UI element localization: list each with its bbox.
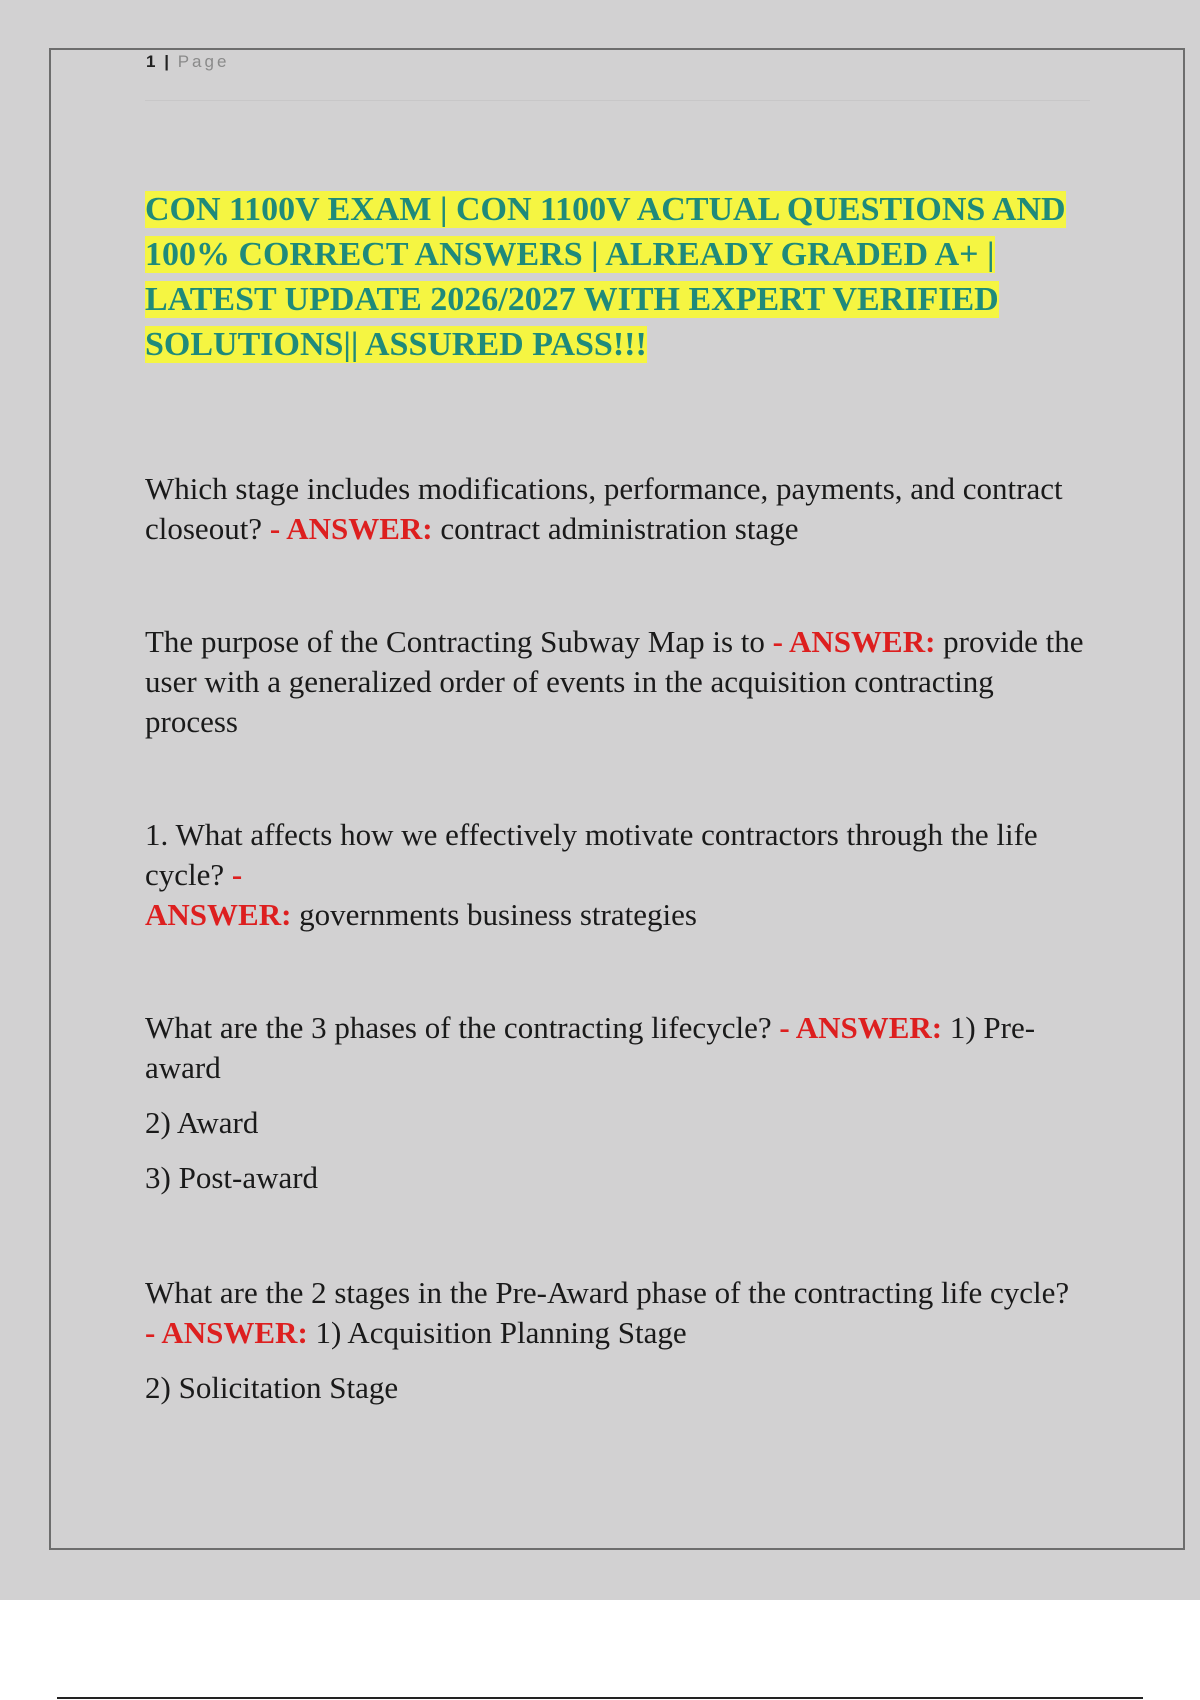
question-text: What are the 2 stages in the Pre-Award phase of the contracting life cycle? [145,1275,1070,1310]
qa-paragraph [145,622,1085,742]
qa-item [145,469,1085,549]
qa-paragraph [145,469,1085,549]
page-header [146,52,229,72]
answer-label: - ANSWER: [772,624,936,659]
qa-paragraph [145,1273,1085,1353]
page-label: Page [177,52,230,71]
answer-label: - ANSWER: [269,511,433,546]
answer-text: contract administration stage [440,511,799,546]
question-text: Which stage includes modifications, performance, payments, and contract closeout? [145,471,1063,546]
answer-text: governments business strategies [299,897,697,932]
question-text: What are the 3 phases of the contracting lifecycle? [145,1010,772,1045]
answer-text: 1) Pre-award [145,1010,1036,1085]
qa-item [145,1008,1085,1198]
qa-item [145,815,1085,935]
page-separator: | [164,52,169,71]
page-number: 1 [146,52,156,71]
answer-label: ANSWER: [145,897,292,932]
qa-paragraph [145,1008,1085,1088]
answer-list-item: 3) Post-award [145,1160,319,1195]
answer-text: provide the user with a generalized order of events in the acquisition contracting process [145,624,1084,739]
qa-item [145,622,1085,742]
header-divider [145,100,1090,101]
question-text: The purpose of the Contracting Subway Map is to [145,624,765,659]
answer-text: 1) Acquisition Planning Stage [315,1315,687,1350]
bottom-divider [57,1697,1143,1699]
document-title [145,187,1085,367]
answer-dash: - [231,857,243,892]
qa-paragraph [145,815,1085,935]
answer-label: - ANSWER: [779,1010,943,1045]
question-text: 1. What affects how we effectively motivate contractors through the life cycle? [145,817,1038,892]
answer-list-item: 2) Award [145,1105,259,1140]
document-title-text: CON 1100V EXAM | CON 1100V ACTUAL QUESTIONS AND 100% CORRECT ANSWERS | ALREADY GRADED A+ | LATEST UPDATE 2026/2027 WITH EXPERT VERIFIED SOLUTIONS|| ASSURED PASS!!! [145,191,1066,363]
answer-label: - ANSWER: [145,1315,308,1350]
answer-list-item: 2) Solicitation Stage [145,1370,399,1405]
qa-item [145,1273,1085,1408]
